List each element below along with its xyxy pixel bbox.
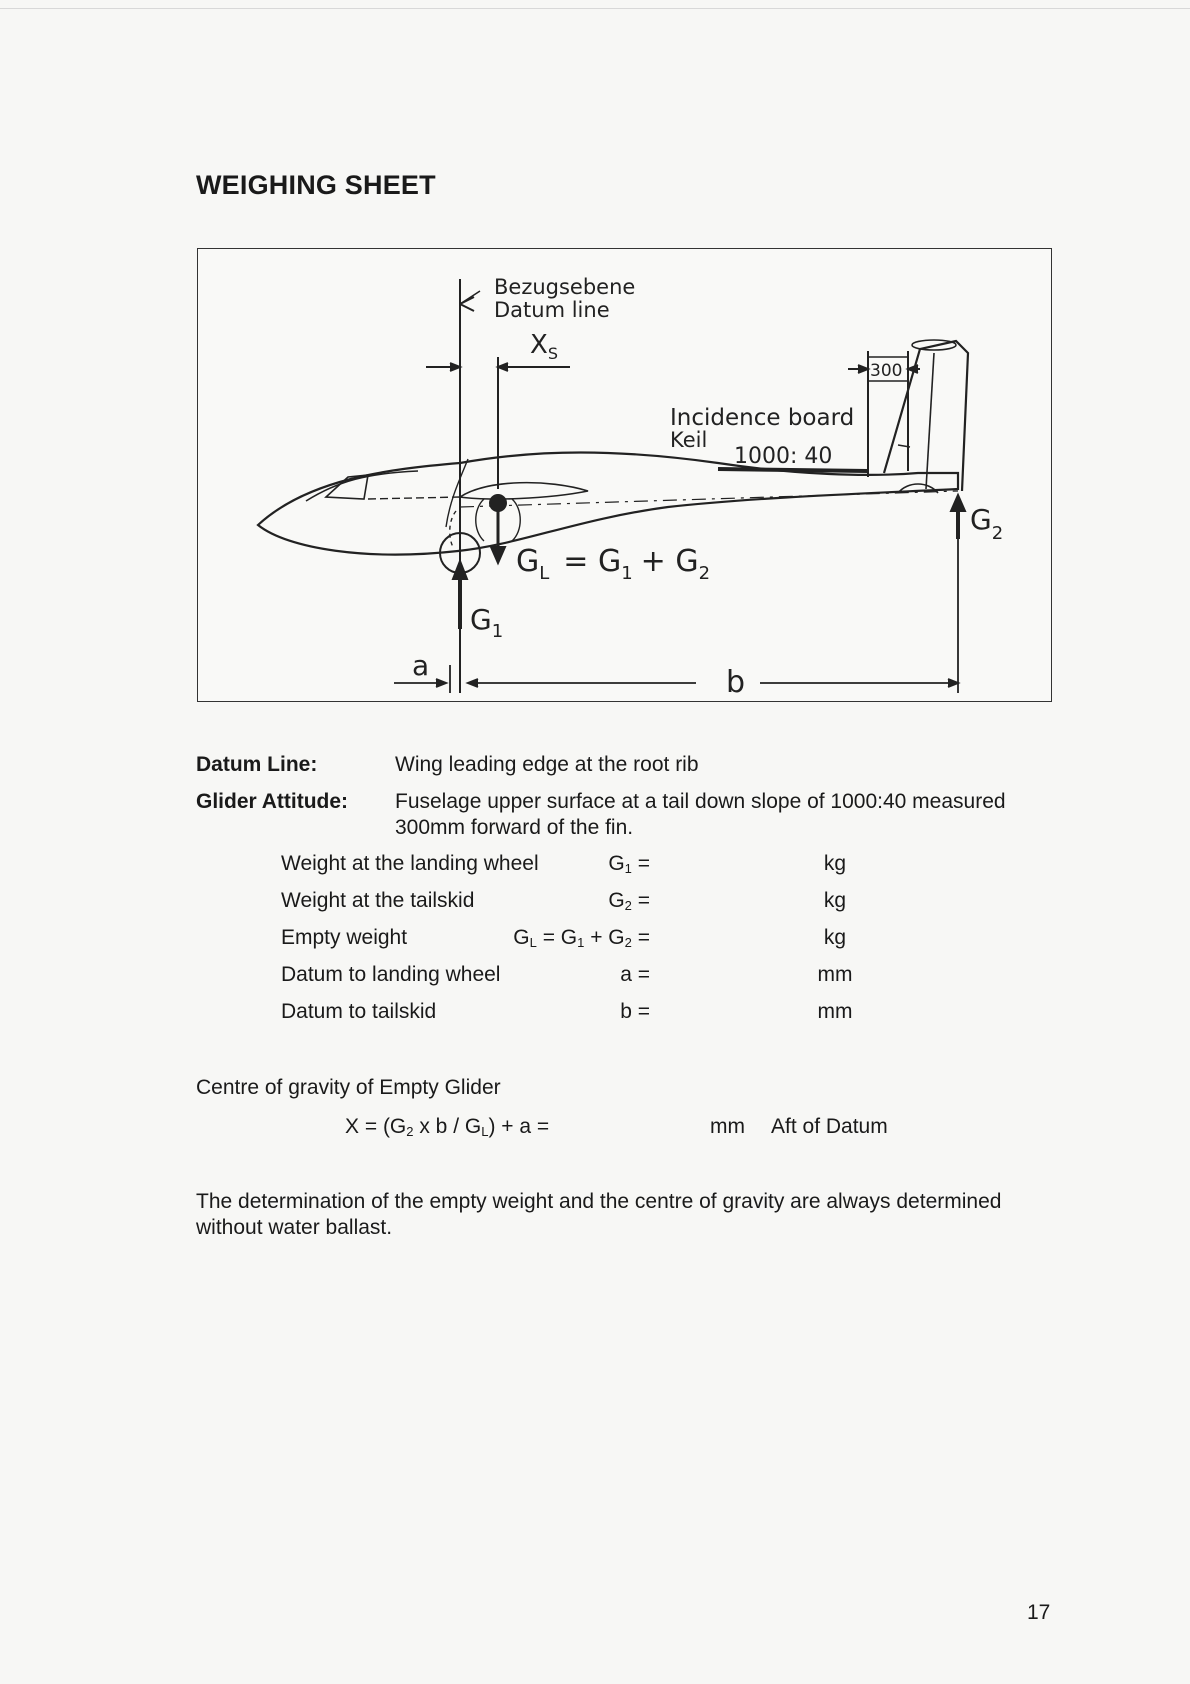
glider-attitude-label: Glider Attitude: xyxy=(196,790,349,813)
measurement-unit: kg xyxy=(823,889,847,912)
measurement-label: Datum to landing wheel xyxy=(281,963,501,986)
note-line-2: without water ballast. xyxy=(196,1216,393,1239)
glider-weighing-diagram xyxy=(197,248,1052,702)
glider-drawing xyxy=(198,249,1053,703)
measurement-label: Weight at the landing wheel xyxy=(281,852,539,875)
cg-title: Centre of gravity of Empty Glider xyxy=(196,1076,501,1099)
g1-label: $G_1$ xyxy=(470,603,504,642)
datum-line-value: Wing leading edge at the root rib xyxy=(395,753,699,776)
fuselage-outline xyxy=(258,453,958,555)
top-rule xyxy=(0,8,1190,9)
dim-300-label: 300 xyxy=(870,361,903,381)
measurement-label: Empty weight xyxy=(281,926,408,949)
measurement-equation: $G_2$ = xyxy=(608,889,650,913)
note-line-1: The determination of the empty weight and the centre of gravity are always determined xyxy=(196,1190,1002,1213)
measurement-unit: mm xyxy=(817,963,853,986)
page-title: WEIGHING SHEET xyxy=(196,170,436,200)
measurement-unit: mm xyxy=(817,1000,853,1023)
b-label: b xyxy=(726,665,746,700)
incidence-board-label-de: Keil xyxy=(670,428,708,452)
slope-label: 1000: 40 xyxy=(734,444,833,469)
measurement-label: Weight at the tailskid xyxy=(281,889,475,912)
glider-attitude-line2: 300mm forward of the fin. xyxy=(395,816,634,839)
incidence-board-label: Incidence board xyxy=(670,405,855,431)
measurement-unit: kg xyxy=(823,926,847,949)
g2-label: $G_2$ xyxy=(970,503,1004,544)
glider-attitude-line1: Fuselage upper surface at a tail down slope of 1000:40 measured xyxy=(395,790,1006,813)
measurement-equation: $G_1$ = xyxy=(608,852,650,876)
a-label: a xyxy=(412,649,430,682)
datum-label-de: Bezugsebene xyxy=(494,275,636,299)
gl-equation: $G_L = G_1 + G_2$ xyxy=(516,544,711,584)
measurement-equation: a = xyxy=(620,963,650,986)
cg-formula: $X = (G_2$ x $b / G_L) + a$ = xyxy=(345,1115,550,1139)
page-number: 17 xyxy=(1027,1601,1051,1624)
xs-label: $X_S$ xyxy=(530,330,558,363)
measurement-label: Datum to tailskid xyxy=(281,1000,437,1023)
cg-unit: mm xyxy=(710,1115,745,1138)
datum-label-en: Datum line xyxy=(494,298,610,322)
datum-line-label: Datum Line: xyxy=(196,753,318,776)
measurement-unit: kg xyxy=(823,852,847,875)
measurement-equation: b = xyxy=(620,1000,650,1023)
measurement-equation: $G_L = G_1 + G_2$ = xyxy=(513,926,650,950)
cg-suffix: Aft of Datum xyxy=(771,1115,888,1138)
